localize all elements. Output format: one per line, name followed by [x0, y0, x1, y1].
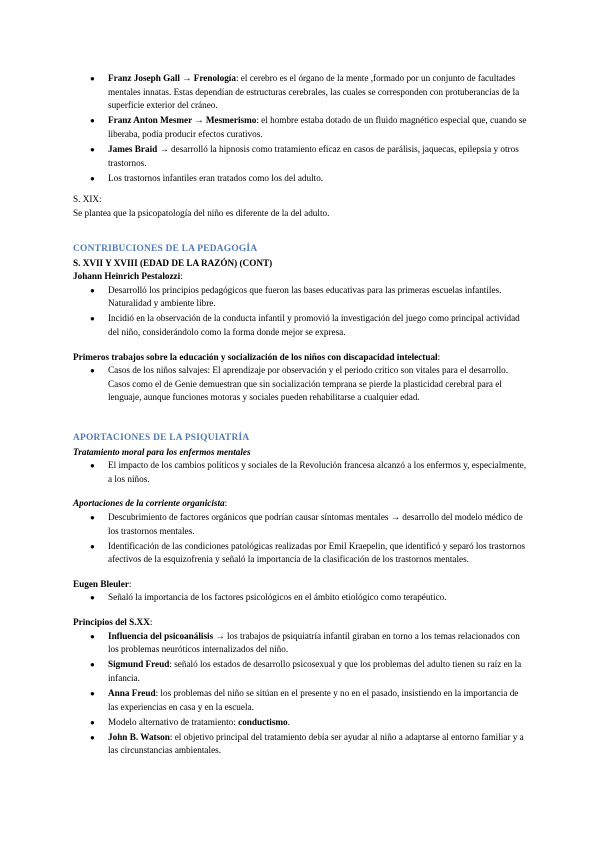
sxx-list — [73, 630, 528, 758]
list-item: ● Incidió en la observación de la conducta infantil y promovió la investigación del juego como principal actividad del niño, considerándolo como la forma donde mejor se expresa. — [90, 313, 520, 338]
list-item: ● El impacto de los cambios políticos y sociales de la Revolución francesa alcanzó a los enfermos y, especialmente, a los niños. — [90, 460, 527, 484]
bullet-icon: ● — [90, 631, 95, 641]
sxx-heading: Principios del S.XX: — [73, 617, 153, 628]
trabajos-heading: Primeros trabajos sobre la educación y socialización de los niños con discapacidad intelectual: — [73, 351, 441, 362]
pedagogia-section — [73, 243, 528, 407]
bullet-icon: ● — [90, 593, 95, 603]
pestalozzi-list — [73, 284, 528, 340]
list-item: ● James Braid → desarrolló la hipnosis como tratamiento eficaz en casos de parálisis, jaquecas, epilepsia y otros trastornos. — [90, 143, 519, 168]
bleuler-heading: Eugen Bleuler: — [73, 578, 132, 589]
bullet-icon: ● — [90, 541, 95, 551]
list-item: ● Desarrolló los principios pedagógicos que fueron las bases educativas para las primeras escuelas infantiles. Naturalidad y ambiente libre. — [90, 284, 502, 309]
sxix-text: Se plantea que la psicopatología del niño es diferente de la del adulto. — [73, 207, 330, 218]
bullet-icon: ● — [90, 461, 95, 471]
bullet-icon: ● — [90, 717, 95, 727]
list-item: ● Anna Freud: los problemas del niño se sitúan en el presente y no en el pasado, insistiendo en la importancia de las experiencias en casa y en la escuela. — [90, 688, 519, 712]
list-item: ● Los trastornos infantiles eran tratados como los del adulto. — [73, 172, 528, 186]
bullet-icon: ● — [90, 173, 95, 183]
list-item: ● Sigmund Freud: señaló los estados de desarrollo psicosexual y que los problemas del adulto tienen su raíz en la infancia. — [90, 659, 522, 683]
organicista-list — [73, 511, 528, 567]
bullet-icon: ● — [90, 144, 95, 154]
bullet-icon: ● — [90, 116, 95, 126]
sxix-block — [73, 193, 528, 220]
bullet-icon: ● — [90, 285, 95, 295]
bullet-icon: ● — [90, 512, 95, 522]
trabajos-list — [73, 364, 528, 405]
section-heading: CONTRIBUCIONES DE LA PEDAGOGÍA — [73, 244, 258, 254]
person-heading: Johann Heinrich Pestalozzi: — [73, 271, 183, 282]
era-heading: S. XVII Y XVIII (EDAD DE LA RAZÓN) (CONT) — [73, 257, 273, 268]
bullet-icon: ● — [90, 689, 95, 698]
psiquiatria-section — [73, 432, 528, 759]
bleuler-list — [73, 591, 528, 605]
bullet-icon: ● — [90, 366, 95, 376]
list-item: ● Identificación de las condiciones patológicas realizadas por Emil Kraepelin, que identificó y separó los trastornos afectivos de la esquizofrenia y señaló la importancia de la clasificación de los trastornos mentales. — [90, 540, 526, 565]
history-bullet-list — [73, 72, 528, 187]
moral-heading: Tratamiento moral para los enfermos mentales — [73, 446, 251, 457]
list-item: ● Influencia del psicoanálisis → los trabajos de psiquiatría infantil giraban en torno a los temas relacionados con los problemas neuróticos internalizados del niño. — [90, 630, 520, 655]
list-item: ● John B. Watson: el objetivo principal del tratamiento debía ser ayudar al niño a adaptarse al entorno familiar y a las circunstancias ambientales. — [90, 731, 524, 756]
list-item: ● Señaló la importancia de los factores psicológicos en el ámbito etiológico como terapéutico. — [73, 591, 528, 605]
list-item: ● Descubrimiento de factores orgánicos que podrían causar síntomas mentales → desarrollo del modelo médico de los trastornos mentales. — [90, 511, 523, 536]
list-item: ● Casos de los niños salvajes: El aprendizaje por observación y el periodo crítico son vitales para el desarrollo. Casos como el de Genie demuestran que sin socialización temprana se pierde la plasticidad cerebral para el lenguaje, aunque funciones motoras y sociales pueden rehabilitarse a cualquier edad. — [90, 365, 509, 403]
bullet-icon: ● — [90, 732, 95, 742]
list-item: ● Franz Joseph Gall → Frenología: el cerebro es el órgano de la mente ,formado por un conjunto de facultades mentales innatas. Estas dependían de estructuras cerebrales, las cuales se corresponden con protuberancias de la superficie exterior del cráneo. — [90, 73, 520, 111]
moral-list — [73, 459, 528, 486]
sxix-label: S. XIX: — [73, 194, 102, 204]
section-heading: APORTACIONES DE LA PSIQUIATRÍA — [73, 433, 250, 443]
list-item: ● Modelo alternativo de tratamiento: conductismo. — [73, 716, 528, 730]
bullet-icon: ● — [90, 74, 95, 83]
bullet-icon: ● — [90, 660, 95, 670]
bullet-icon: ● — [90, 314, 95, 324]
list-item: ● Franz Anton Mesmer → Mesmerismo: el hombre estaba dotado de un fluido magnético especial que, cuando se liberaba, podía producir efectos curativos. — [90, 115, 527, 139]
organicista-heading: Aportaciones de la corriente organicista: — [73, 498, 228, 509]
